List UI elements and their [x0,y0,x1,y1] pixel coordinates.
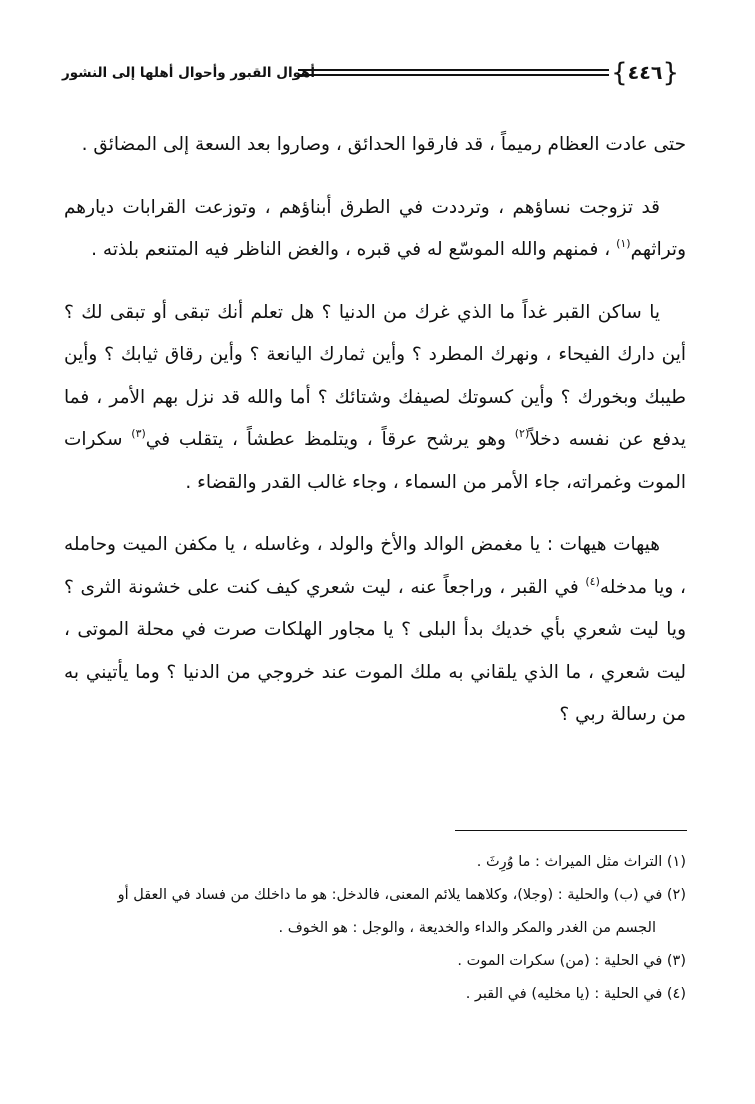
paragraph-1 [64,124,686,167]
header-rule [298,69,609,76]
page-header [62,56,685,90]
paragraph-2 [64,187,686,272]
text-segment: ، فمنهم والله الموسّع له في قبره ، والغض الناظر فيه المتنعم بلذته . [91,239,617,260]
paragraph-3 [64,292,686,505]
text-segment: وهو يرشح عرقاً ، ويتلمظ عطشاً ، يتقلب في [145,429,515,450]
footnote-ref-1[interactable]: (١) [616,237,631,250]
paragraph-4 [64,524,686,737]
footnote-ref-2[interactable]: (٢) [514,427,530,440]
text-segment: قد تزوجت نساؤهم ، وترددت في الطرق أبناؤهم ، وتوزعت القرابات ديارهم وتراثهم [64,196,686,260]
main-text [64,124,686,757]
text-segment: سكرات الموت وغمراته، جاء الأمر من السماء ، وجاء غالب القدر والقضاء . [64,429,686,493]
footnote-ref-4[interactable]: (٤) [585,574,600,588]
footnote-separator [455,830,687,831]
footnote-1: (١) التراث مثل الميراث : ما وُرِثَ . [476,854,686,870]
text-segment: حتى عادت العظام رميماً ، قد فارقوا الحدائق ، وصاروا بعد السعة إلى المضائق . [81,134,686,155]
footnote-4: (٤) في الحلية : (يا مخليه) في القبر . [465,986,686,1002]
footnote-ref-3[interactable]: (٣) [131,427,146,440]
running-title: أهوال القبور وأحوال أهلها إلى النشور [62,65,316,81]
text-segment: في القبر ، وراجعاً عنه ، ليت شعري كيف كنت على خشونة الثرى ؟ ويا ليت شعري بأي خديك بدأ البلى ؟ يا مجاور الهلكات صرت في محلة الموتى ، ليت شعري ، ما الذي يلقاني به ملك الموت عند خروجي من الدنيا ؟ وما يأتيني به من رسالة ربي ؟ [64,576,686,725]
page-number: {٤٤٦} [611,58,679,88]
footnotes [64,846,686,1011]
text-segment: هيهات هيهات : يا مغمض الوالد والأخ والولد ، وغاسله ، يا مكفن الميت وحامله ، ويا مدخله [64,534,686,598]
footnote-2: (٢) في (ب) والحلية : (وجلا)، وكلاهما يلائم المعنى، فالدخل: هو ما داخلك من فساد في العقل أو [117,887,686,903]
footnote-2-continued: الجسم من الغدر والمكر والداء والخديعة ، والوجل : هو الخوف . [278,920,656,936]
text-segment: يا ساكن القبر غداً ما الذي غرك من الدنيا ؟ هل تعلم أنك تبقى أو تبقى لك ؟ أين دارك الفيحاء ، ونهرك المطرد ؟ وأين ثمارك اليانعة ؟ وأين رقاق ثيابك ؟ وأين طيبك وبخورك ؟ وأين كسوتك لصيفك وشتائك ؟ أما والله قد نزل بهم الأمر ، فما يدفع عن نفسه دخلاً [64,301,686,450]
footnote-3: (٣) في الحلية : (من) سكرات الموت . [457,953,686,969]
